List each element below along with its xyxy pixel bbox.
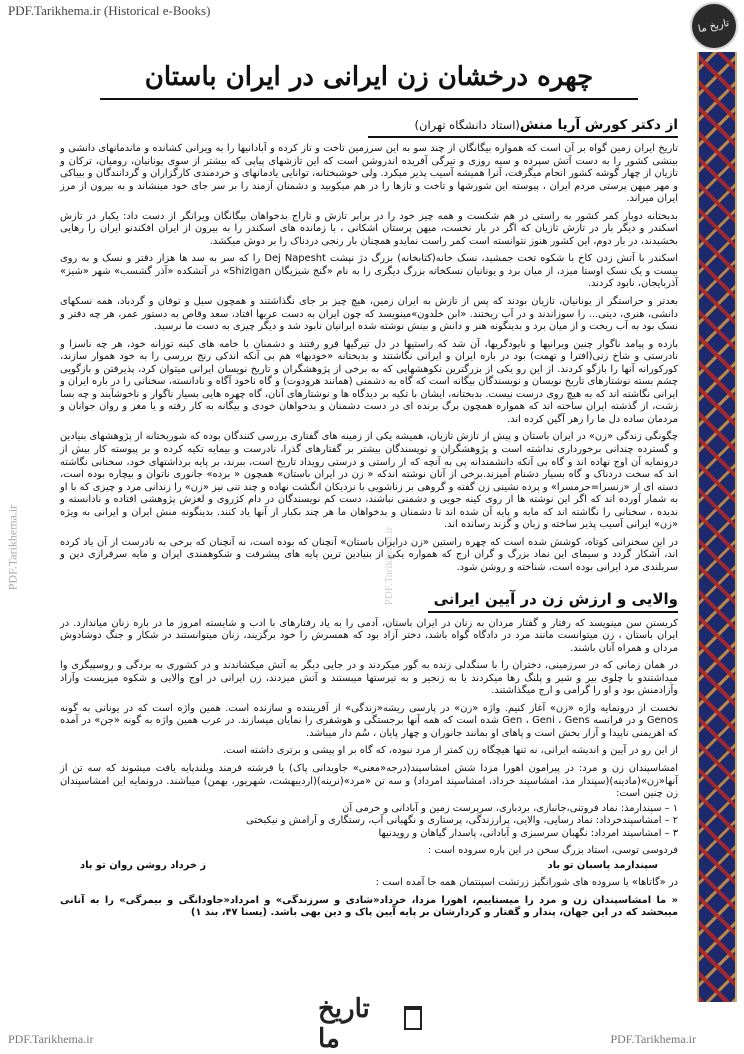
amesha-list <box>60 803 678 841</box>
author-line <box>368 116 678 138</box>
footer-link-left[interactable]: PDF.Tarikhema.ir <box>8 1032 94 1046</box>
quote: « ما امشاسپندان زن و مرد را میستاییم، اهورا مزدا، خرداد«شادی و سرزندگی» و امرداد«جاودانگی و بیمرگی» را به آنانی میبخشد که در این جهان، پندار و گفتار و کردارشان بر پایه آیین پاک و دین بهی باشد. (یسنا ۴۷، بند ۱) <box>60 894 678 919</box>
side-watermark: PDF.Tarikhema.ir <box>5 504 20 591</box>
list-item: ۱ – سپندارمذ: نماد فروتنی،جانبازی، بردباری، سرپرست زمین و آبادانی و خرمی آن <box>342 802 678 814</box>
author-affiliation: (استاد دانشگاه تهران) <box>414 118 520 132</box>
paragraph: چگونگی زندگی «زن» در ایران باستان و پیش از تازش تازیان، همیشه یکی از زمینه های گفتاری بررسی کنندگان بوده که شوربختانه از پژوهشهای بنیادین و گسترده چندانی برخورداری نداشته است و پژوهشگران و نویسندگان بیشتر بر گفتارهای گذرا، نادرست و بیمایه تکیه کرده و بر پیوسته کار بیش از درونمایه آن اوج نهاده اند و گاه بی آنکه دانشمندانه پی به آنچه که از راستی و درستی رویداد تاریخ است، ببرند، بر پایه برداشتهای خود، سخنانی نگاشته اند که سخت دردناک و گاه بسیار دشنام آمیزند.برخی از آنان نوشته اندکه « زن در ایران باستان» همچون « برده» جانوری ناتوان و بیچاره بوده است، دسته ای از «زنسرا=حرمسرا» و پرده نشینی زن گفته و گروهی بر زناشویی با نزدیکان انگشت نهاده و چند تنی نیز «زن» را زندانی مرد و چیزی که با او به شمار آورده اند که اگر این نوشته ها از روی کینه جویی و دشمنی نباشند، دست کم نویسندگان در دام کژروی و لغزش پژوهشی افتاده و نادانسته و ندیده ، سخنانی را نگاشته اند که مایه و پایه آن شده اند تا دشمنان و بدخواهان ما هر چند بکبار از آنها یاد کنند. بدینگونه منش ایران و ایرانی به ویژه «زن» ایرانی آسیب پذیر ساخته و زبان و گزند رسانده اند. <box>60 431 678 531</box>
paragraph: بعدتر و حراستگر از یونانیان، تازیان بودند که پس از تازش به ایران زمین، هیچ چیز بر جای نگذاشتند و همچون سیل و توفان و گردباد، همه نسکهای دانشی، هنری، دینی... را سوزاندند و در آب ریختند. «ابن خلدون»مینویسد که چون ایران به دست عربها افتاد، سعد وقاص به دستور عمر، هر چه دفتر و نسک بود به آب ریخت و از میان برد و بدینگونه هنر و دانش و بینش نوشته شده ایرانیان نابود شد و دیگر چیزی به دست ما نرسید. <box>60 296 678 333</box>
list-item: ۳ – امشاسپند امرداد: نگهبان سرسبزی و آبادانی، پاسدار گیاهان و رویدنیها <box>378 827 678 839</box>
section-paragraph: کریستن سن مینویسد که رفتار و گفتار مردان به زنان در ایران باستان، آدمی را به یاد رفتارهای با ادب و شایسته امروز ما در باره زنان میاندازد. در ایران باستان ، زن میتوانست مانند مرد در دادگاه گواه باشد، دختر آزاد بود که همسرش را خود برگزیند، زنان میتوانستند در شکار و جنگ دوشادوش مردان و همراه آنان باشند. <box>60 617 678 654</box>
amesha-intro: امشاسپندان زن و مرد: در پیرامون اهورا مزدا شش امشاسپند(درجه«معنی» جاویدانی پاک) یا فرشته فرمند وبلندپایه یافت میشوند که سه تن از آنها«زن»(مادینه)(سپندار مذ، امشاسپند خرداد، امشاسپند امرداد) و سه تن «مرد»(نرینه)(اردیبهشت، شهریور، بهمن) میباشند. درونمایه این امشاسپندان زن چنین است: <box>60 762 678 800</box>
article-title: چهره درخشان زن ایرانی در ایران باستان <box>144 62 594 92</box>
footer-logo-text: تاریخ ما <box>318 994 370 1054</box>
title-divider <box>100 98 638 100</box>
paragraph: بدبختانه دوبار کمر کشور به راستی در هم شکست و همه چیز خود را در برابر تازش و تاراج بدخواهان بیگانگان ویرانگر از دست داد: یکبار در تازش اسکندر و دیگر بار در تازش تازیان که اگر در بار نخست، میهن پرستان اشکانی ، با زمانده های اسکندر را به بیرون از ایران افکندنو ایران را رهایی بخشیدند، در بار دوم، این کشور هنوز نتوانسته است کمر راست نمایدو همچنان بار رنجی دردناک را بر دوش میکشد. <box>60 210 678 247</box>
author-name: از دکتر کورش آریا منش <box>519 117 678 133</box>
list-item: ۲ – امشاسپندخرداد: نماد رسایی، والایی، پرارزندگی، پرستاری و نگهبانی آب، رستگاری و آرامش و نیکبختی <box>245 815 678 827</box>
section-heading: والایی و ارزش زن در آیین ایرانی <box>428 589 678 613</box>
poem-hemistich-left: ز خرداد روشن روان تو باد <box>80 859 207 871</box>
site-link[interactable]: PDF.Tarikhema.ir (Historical e-Books) <box>8 3 211 18</box>
pillar-icon <box>404 1006 422 1030</box>
paragraph: تاریخ ایران زمین گواه بر آن است که همواره بیگانگان از چند سو به این سرزمین تاخت و تاز کرده و آبادانیها را به ویرانی کشانده و ماندمانهای دانشی و بینشی کشور را به دست آتش سپرده و سیه روزی و تیرگی آفریده اندروشن است که این تازشهای پیاپی که بیشتر از سوی یونانیان، رومیان، ترکان و تازیان از چهار گوشه کشور انجام میگرفت، آنرا همیشه آسیب پذیر میکرد. ولی خوشبختانه، توانایی یادمانهای و خردمندی کارگزاران و گردانندگان و بیباکی و مهر میهن پرستی مردم ایران ، پیوسته این شورشها و تاخت و تازها را در هم میکوبید و دشمنان آزمند را بر سر جای خود مینشاند و به بیرون از مرز ایران میراند. <box>60 143 678 205</box>
footer-link-right[interactable]: PDF.Tarikhema.ir <box>610 1032 696 1046</box>
poem-verse <box>80 860 658 873</box>
paragraph: اسکندر با آتش زدن کاخ با شکوه تخت جمشید، نسک خانه(کتابخانه) بزرگ دژ نپشت Dej Napesht را که سر به سد ها هزار دفتر و نسک و به روی بیست و یک نسک اوستا میزد، از میان برد و یونانیان نسکخانه بزرگ دیگری را به نام «گنج شیزیگان Shizigan» در آتشکده «آذر گشسب» شهر «شیز» آذربایجان، نابود کردند. <box>60 253 678 290</box>
poem-intro: فردوسی توسی، استاد بزرگ سخن در این باره سروده است : <box>427 845 678 857</box>
site-logo <box>690 2 738 50</box>
decorative-border <box>697 52 737 1002</box>
footer-logo <box>318 994 426 1054</box>
article-page <box>60 46 678 1046</box>
gathas-line: در «گاتاها» یا سروده های شورانگیز زرتشت اسپنتمان همه جا آمده است : <box>375 877 678 889</box>
paragraph: بازده و پیامد ناگوار چنین ویرانیها و نابودگریها، آن شد که راستیها در دل تیرگیها فرو رفتند و دشمنان با خامه های کینه توزانه خود، هر چه ناسزا و نادرستی و شاخ زنی(افترا و تهمت) بود در باره ایران و ایرانی نگاشتند و بدبختانه «خودیها» هم بی آنکه اندکی رنج بررسی را به خود هموار سازند، کورکورانه آنها را بازگو کردند. از این رو یکی از بزرگترین نکوهشهایی که به برخی از پژوهشگران و تاریخ نویسان ایرانی میتوان کرد، پذیرفتن و بازگویی چشم بسته نوشتارهای تاریخ نویسان و نویسندگان بیگانه است که گاه به دشمنی (همانند هرودوت) و گاه ناخود آگاه و نادانسته، سخنانی را در باره ایران و ایرانی نگاشته اند که به هیچ روی درست نیست. بدبختانه، ایشان با تکیه بر دیدگاه ها و نوشتارهای آنان، گاه چهره هایی بسیار ناگوار و ناخوشآیند و چه بسا زشت، از گذشته ایران ساخته اند که همواره همچون برگ برنده ای در دست دشمنان و بدخواهان خودی و بیگانه به کار رفته و یا مغز و روان جوانان و مردمان ساده دل ما را زهر آگین کرده اند. <box>59 338 678 425</box>
middle-watermark: PDF.Tarikhema.ir <box>383 526 396 606</box>
paragraph: در این سخنرانی کوتاه، کوشش شده است که چهره راستین «زن درایران باستان» آنچنان که بوده است، نه آنچنان که برخی به نادرست از آن یاد کرده اند، آشکار گردد و سیمای این نماد بزرگ و گران ارج که همواره یکی از بنیادین ترین پایه های پیشرفت و شکوهمندی ایران و مایه سرفرازی دین و سربلندی مرد ایرانی بوده است، شناخته و روشن شود. <box>60 536 678 573</box>
poem-hemistich-right: سپندارمذ پاسبان تو باد <box>547 859 658 871</box>
section-paragraph: از این رو در آیین و اندیشه ایرانی، نه تنها هیچگاه زن کمتر از مرد نبوده، که گاه بر او پیشی و برتری داشته است. <box>222 745 678 757</box>
site-logo-text: تاریخ ما <box>697 17 731 35</box>
section-paragraph: در همان زمانی که در سرزمینی، دختران را با سنگدلی زنده به گور میکردند و در جایی دیگر به آتش میکشاندند و در کشوری به بردگی و روسپیگری وا میداشتندو با چلوی بیر و شیر و پلنگ رها میکردند یا به زنجیر و به تیرستها میبستند و آتش میزدند، زن ایرانی در اوج والایی و شکوه میزیست وآزاد وآزادمنش بود و او را گرامی و ارج میگذاشتند. <box>60 660 678 697</box>
section-paragraph: نخست از درونمایه واژه «زن» آغاز کنیم. واژه «زن» در پارسی ریشه«زندگی» از آفریننده و سازنده است. همین واژه است که در یونانی به گونه Genos و در فرانسه Gen ، Geni ، Gens شده است که همه آنها برجستگی و هوشفری را نمایان میسازند. در عرب همین واژه به گونه «جن» در آمده که اهریمنی ناپیدا و آزار بخش است و پاهای او بمانند جانوران و چهار پایان ، سُم دار میباشد. <box>60 702 679 739</box>
